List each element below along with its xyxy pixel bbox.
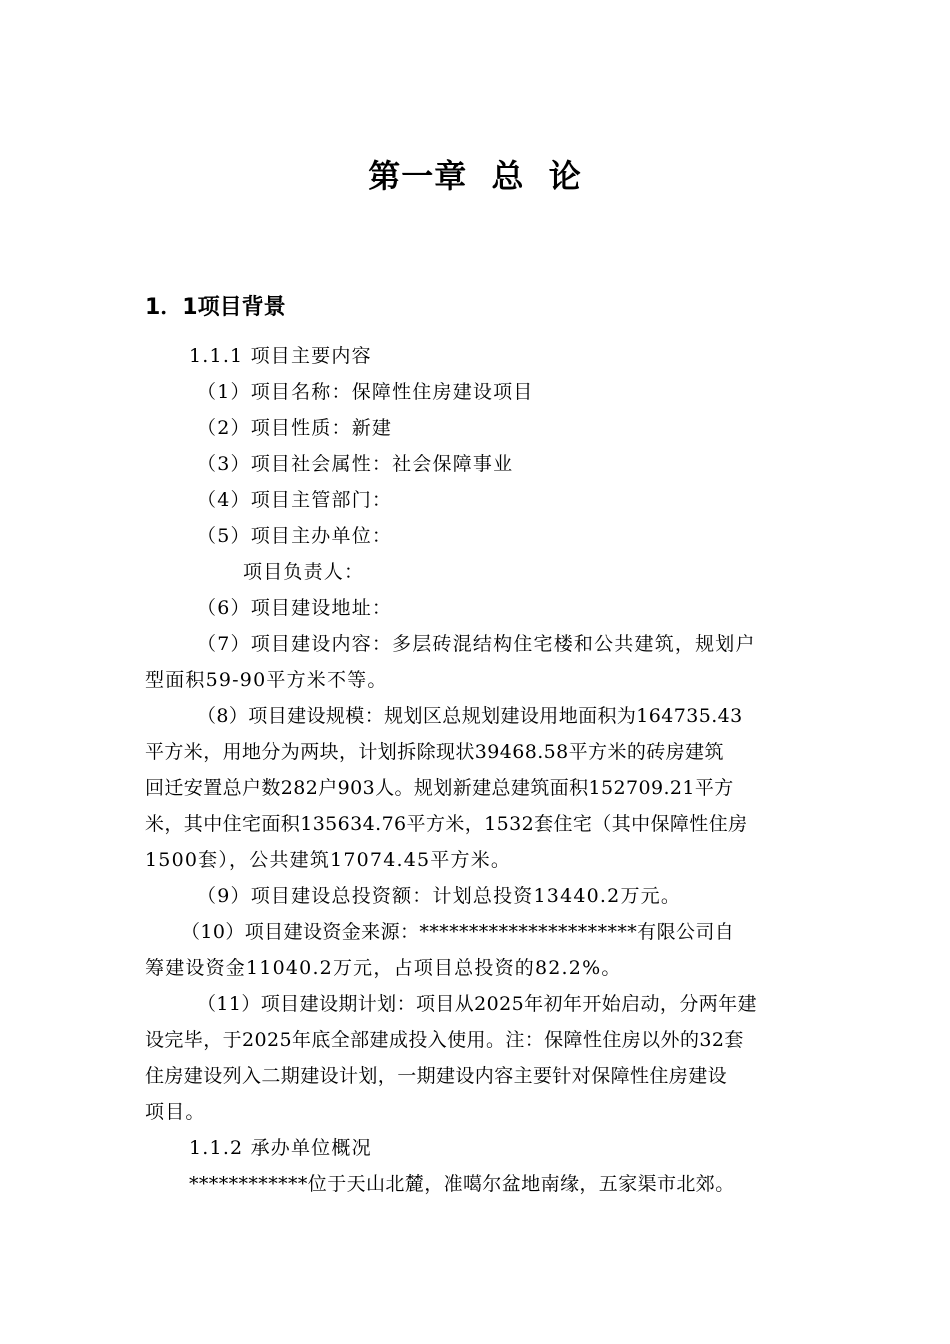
item-schedule-line-1: （11）项目建设期计划：项目从2025年初年开始启动，分两年建 [197,993,757,1015]
item-schedule-line-4: 项目。 [145,1101,206,1123]
item-project-leader: 项目负责人： [243,561,365,583]
item-project-nature: （2）项目性质：新建 [197,417,393,439]
item-schedule-line-3: 住房建设列入二期建设计划，一期建设内容主要针对保障性住房建设 [145,1065,728,1087]
item-construction-content-line-1: （7）项目建设内容：多层砖混结构住宅楼和公共建筑，规划户 [197,633,756,655]
item-construction-scale-line-2: 平方米，用地分为两块，计划拆除现状39468.58平方米的砖房建筑 [145,741,724,763]
subsection-heading-1-1-2: 1.1.2 承办单位概况 [189,1137,372,1159]
item-social-attribute: （3）项目社会属性：社会保障事业 [197,453,514,475]
subsection-heading-1-1-1: 1.1.1 项目主要内容 [189,345,372,367]
section-title: 1．1项目背景 [145,295,286,320]
document-body [145,338,825,1202]
item-funding-source-line-2: 筹建设资金11040.2万元，占项目总投资的82.2%。 [145,957,622,979]
paragraph-unit-overview: ************位于天山北麓，准噶尔盆地南缘，五家渠市北郊。 [189,1173,735,1195]
item-authority: （4）项目主管部门： [197,489,393,511]
chapter-title: 第一章 总 论 [368,157,582,195]
item-construction-scale-line-5: 1500套），公共建筑17074.45平方米。 [145,849,512,871]
item-project-address: （6）项目建设地址： [197,597,393,619]
item-total-investment: （9）项目建设总投资额：计划总投资13440.2万元。 [197,885,682,907]
item-construction-scale-line-4: 米，其中住宅面积135634.76平方米，1532套住宅（其中保障性住房 [145,813,748,835]
item-construction-scale-line-1: （8）项目建设规模：规划区总规划建设用地面积为164735.43 [197,705,743,727]
item-construction-scale-line-3: 回迁安置总户数282户903人。规划新建总建筑面积152709.21平方 [145,777,734,799]
item-host-unit: （5）项目主办单位： [197,525,393,547]
item-schedule-line-2: 设完毕，于2025年底全部建成投入使用。注：保障性住房以外的32套 [145,1029,744,1051]
item-funding-source-line-1: （10）项目建设资金来源：**********************有限公司自 [181,921,735,943]
item-construction-content-line-2: 型面积59-90平方米不等。 [145,669,388,691]
item-project-name: （1）项目名称：保障性住房建设项目 [197,381,534,403]
